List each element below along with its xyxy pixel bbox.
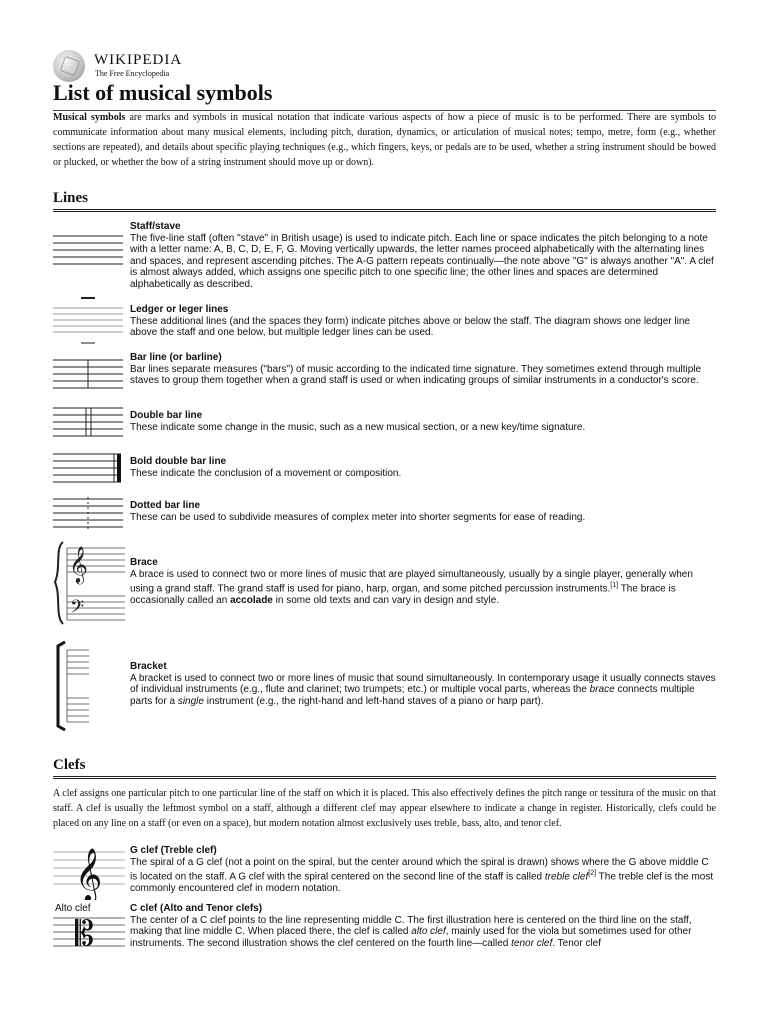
entry-body: These additional lines (and the spaces they form) indicate pitches above or below the staff. The diagram shows one ledger line above the staff and one below, but multiple ledger lines can be used.: [130, 315, 690, 338]
entry-title: Double bar line: [130, 410, 203, 421]
entry-dotted-barline: [130, 500, 716, 523]
section-heading-clefs: Clefs: [53, 757, 716, 779]
intro-paragraph: [53, 110, 716, 170]
body-bold: accolade: [230, 594, 273, 606]
entry-brace: [130, 557, 716, 606]
citation-link[interactable]: [1]: [610, 582, 619, 589]
body-part: The brace is occasionally called an: [130, 583, 676, 606]
double-barline-symbol: [53, 406, 123, 440]
entry-title: Brace: [130, 557, 158, 568]
entry-barline: [130, 352, 716, 387]
body-italic: tenor clef: [511, 937, 553, 949]
body-italic: brace: [589, 684, 615, 695]
body-part: A bracket is used to connect two or more lines of music that sound simultaneously. In contemporary usage it usually connects staves of individual instruments (e.g., flute and clarinet; two trumpets; etc.) or multiple vocal parts, whereas the: [130, 672, 716, 695]
entry-staff: [130, 221, 716, 290]
entry-body: [130, 857, 716, 895]
page-title: List of musical symbols: [53, 80, 716, 111]
entry-body: These indicate some change in the music, such as a new musical section, or a new key/time signature.: [130, 421, 586, 433]
entry-title: G clef (Treble clef): [130, 845, 217, 856]
citation-link[interactable]: [2]: [588, 870, 597, 877]
entry-body: Bar lines separate measures ("bars") of music according to the indicated time signature. They sometimes extend through multiple staves to group them together when a grand staff is used or when indicating groups of similar instruments in a conductor's score.: [130, 363, 702, 386]
section-heading-lines: Lines: [53, 190, 716, 212]
entry-ledger: [130, 304, 716, 339]
entry-bold-double-barline: [130, 456, 716, 479]
entry-body: The five-line staff (often "stave" in British usage) is used to indicate pitch. Each line or space indicates the pitch belonging to a note with a letter name: A, B, C, D, E, F, G. Moving vertically upwards, the letter names proceed alphabetically with the alternating lines and spaces, and represent ascending pitches. The A-G pattern repeats continually—the note above "G" is always another "A". A clef is almost always added, which assigns one specific pitch to one specific line; the other lines and spaces are determined alphabetically as described.: [130, 232, 714, 290]
body-italic: alto clef: [411, 926, 446, 937]
barline-symbol: [53, 358, 123, 392]
entry-g-clef: [130, 845, 716, 894]
svg-text:𝄞: 𝄞: [69, 545, 88, 583]
body-part: . Tenor clef: [552, 937, 602, 949]
entry-title: Ledger or leger lines: [130, 304, 229, 315]
clefs-intro: A clef assigns one particular pitch to one particular line of the staff on which it is placed. This also effectively defines the pitch range or tessitura of the music on that staff. A clef is usually the leftmost symbol on a staff, although a different clef may appear elsewhere to indicate a change in register. Historically, clefs could be placed on any line on a staff (or even on a space), but modern notation almost exclusively uses treble, bass, alto, and tenor clef.: [53, 788, 716, 829]
entry-title: Dotted bar line: [130, 500, 201, 511]
body-italic: treble clef: [544, 871, 589, 883]
entry-body: [130, 673, 716, 708]
entry-title: C clef (Alto and Tenor clefs): [130, 903, 263, 914]
intro-bold: Musical symbols: [53, 112, 126, 123]
entry-bracket: [130, 661, 716, 707]
body-part: in some old texts and can vary in design and style.: [272, 594, 500, 606]
alto-clef-label: Alto clef: [55, 903, 91, 914]
body-part: The center of a C clef points to the line representing middle C. The first illustration here is centered on the third line on the staff, making that line middle C. When placed there, the clef is called: [130, 914, 692, 937]
body-part: A brace is used to connect two or more lines of music that are played simultaneously, usually by a single player, generally when using a grand staff. The grand staff is used for piano, harp, organ, and some pitched percussion instruments.: [130, 568, 693, 595]
body-part: The treble clef is the most commonly encountered clef in modern notation.: [130, 871, 714, 894]
entry-body: [130, 569, 716, 607]
intro-text: are marks and symbols in musical notation that indicate various aspects of how a piece of music is to be performed. There are symbols to communicate information about many musical elements, including pitch, duration, dynamics, or articulation of musical notes; tempo, metre, form (e.g., whether sections are repeated), and details about specific playing techniques (e.g., which fingers, keys, or pedals are to be used, whether a string instrument should be bowed or plucked, or whether the bow of a string instrument should move up or down).: [53, 112, 716, 168]
body-part: connects multiple parts for a: [130, 684, 695, 707]
svg-text:𝄞: 𝄞: [75, 847, 103, 900]
bold-double-barline-symbol: [53, 452, 123, 486]
body-part: instrument (e.g., the right-hand and left-hand staves of a piano or harp part).: [203, 695, 544, 707]
globe-icon: [53, 50, 85, 82]
ledger-lines-symbol: [53, 294, 123, 348]
tagline: The Free Encyclopedia: [95, 69, 170, 78]
wikipedia-logo[interactable]: [53, 50, 253, 82]
alto-clef-symbol: [53, 914, 125, 948]
brace-symbol: [53, 538, 125, 628]
bracket-symbol: [53, 640, 125, 732]
entry-title: Bold double bar line: [130, 456, 227, 467]
treble-clef-symbol: [53, 840, 125, 900]
entry-body: These can be used to subdivide measures of complex meter into shorter segments for ease of reading.: [130, 511, 586, 523]
staff-symbol: [53, 234, 123, 268]
dotted-barline-symbol: [53, 497, 123, 531]
svg-text:𝄢: 𝄢: [70, 597, 85, 622]
entry-title: Staff/stave: [130, 221, 181, 232]
svg-text:𝄡: 𝄡: [75, 914, 94, 948]
wordmark: WIKIPEDIA: [94, 52, 183, 68]
body-part: The spiral of a G clef (not a point on the spiral, but the center around which the spiral is drawn) shows where the G above middle C is located on the staff. A G clef with the spiral centered on the second line of the staff is called: [130, 856, 709, 883]
body-part: , mainly used for the viola but sometimes used for other instruments. The second illustration shows the clef centered on the fourth line—called: [130, 926, 692, 949]
body-italic: single: [177, 695, 204, 707]
entry-body: These indicate the conclusion of a movement or composition.: [130, 467, 402, 479]
entry-title: Bar line (or barline): [130, 352, 222, 363]
entry-title: Bracket: [130, 661, 167, 672]
entry-double-barline: [130, 410, 716, 433]
entry-c-clef: [130, 903, 716, 949]
entry-body: [130, 915, 716, 950]
